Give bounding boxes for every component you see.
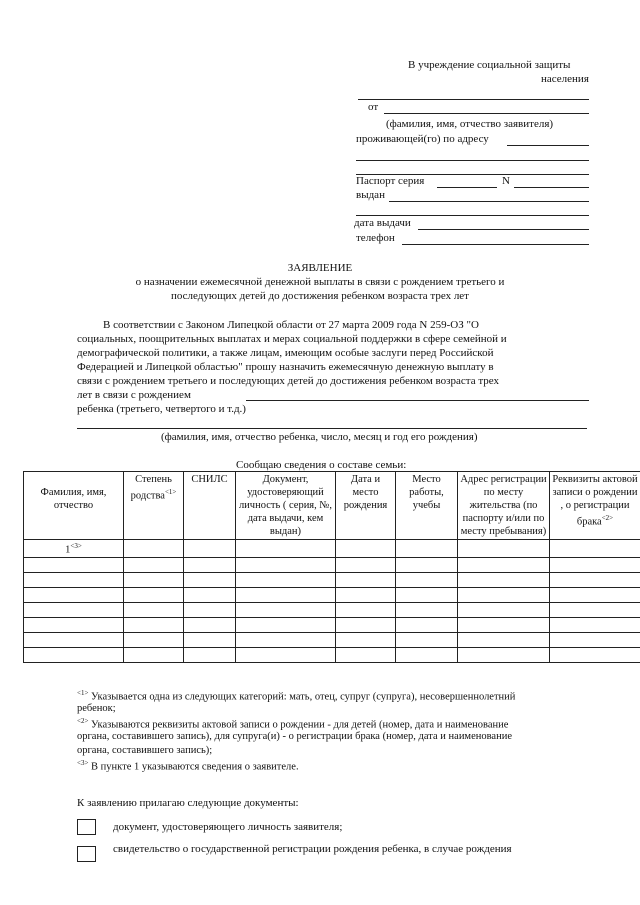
from-label: от (368, 101, 379, 113)
phone-label: телефон (356, 232, 395, 244)
header-address: Адрес регистрации по месту жительства (по паспорту и/или по месту пребывания) (460, 474, 547, 537)
child-info-field[interactable] (77, 428, 587, 429)
row-number: 1 (65, 544, 71, 556)
body-line-6: лет в связи с рождением (77, 389, 191, 401)
passport-number-field[interactable] (514, 187, 589, 188)
table-header-row (24, 472, 640, 540)
attachment-checkbox-1[interactable] (77, 819, 96, 835)
issued-by-field-2[interactable] (356, 215, 589, 216)
body-line-1: В соответствии с Законом Липецкой области от 27 марта 2009 года N 259-ОЗ "О (103, 319, 479, 331)
issued-by-field[interactable] (389, 201, 589, 202)
from-field[interactable] (384, 113, 589, 114)
addressee-blank-line[interactable] (358, 99, 589, 100)
header-document: Документ, удостоверяющий личность ( серия, №, дата выдачи, кем выдан) (238, 474, 333, 537)
residence-field[interactable] (507, 145, 589, 146)
footnote-1-cont: ребенок; (77, 703, 116, 714)
footnote-3-text: В пункте 1 указываются сведения о заявителе. (91, 761, 299, 773)
attachment-item-1: документ, удостоверяющего личность заявителя; (113, 821, 343, 833)
header-birth: Дата и место рождения (343, 474, 388, 511)
footnote-2-cont-2: органа, составившего запись); (77, 745, 213, 756)
table-row[interactable] (24, 557, 640, 572)
addressee-line2: населения (541, 73, 589, 85)
footnote-3 (77, 759, 299, 773)
body-line-2: социальных, поощрительных выплатах и мерах социальной поддержки в сфере семейной и (77, 333, 507, 345)
header-records: Реквизиты актовой записи о рождении , о регистрации брака (552, 474, 638, 528)
child-order-field[interactable] (246, 400, 589, 401)
footnote-1-text: Указывается одна из следующих категорий: мать, отец, супруг (супруга), несовершеннолетний (91, 691, 516, 703)
header-snils: СНИЛС (191, 474, 228, 485)
footnote-1-sup: <1> (77, 689, 89, 697)
family-table (23, 471, 640, 663)
table-row[interactable] (24, 602, 640, 617)
phone-field[interactable] (402, 244, 589, 245)
table-row[interactable] (24, 647, 640, 662)
header-fio: Фамилия, имя, отчество (40, 487, 107, 511)
title-subline-1: о назначении ежемесячной денежной выплаты в связи с рождением третьего и (135, 276, 505, 288)
footnote-2-sup: <2> (77, 717, 89, 725)
header-relation: Степень родства (130, 474, 172, 502)
residence-field-2[interactable] (356, 160, 589, 161)
header-sup-1: <1> (164, 488, 177, 496)
footnote-2-cont-1: органа, составившего запись), для супруга(и) - о регистрации брака (номер, дата и наименование (77, 731, 512, 742)
table-caption: Сообщаю сведения о составе семьи: (236, 459, 407, 471)
body-line-7: ребенка (третьего, четвертого и т.д.) (77, 403, 246, 415)
child-info-hint: (фамилия, имя, отчество ребенка, число, месяц и год его рождения) (161, 431, 478, 443)
passport-n-label: N (502, 175, 510, 187)
row-sup-3: <3> (70, 542, 82, 550)
header-sup-2: <2> (601, 514, 614, 522)
fio-hint: (фамилия, имя, отчество заявителя) (386, 118, 554, 130)
footnote-1 (77, 689, 515, 703)
footnote-3-sup: <3> (77, 759, 89, 767)
addressee-line1: В учреждение социальной защиты (408, 59, 571, 71)
title-subline-2: последующих детей до достижения ребенком возраста трех лет (170, 290, 469, 302)
header-work: Место работы, учебы (409, 474, 444, 511)
passport-series-label: Паспорт серия (356, 175, 425, 187)
issue-date-label: дата выдачи (354, 217, 411, 229)
body-line-3: демографической политики, а также лицам, имеющим особые заслуги перед Российской (77, 347, 494, 359)
table-row[interactable] (24, 632, 640, 647)
footnote-2-text: Указываются реквизиты актовой записи о рождении - для детей (номер, дата и наименование (91, 719, 509, 731)
table-row[interactable] (24, 587, 640, 602)
document-title: ЗАЯВЛЕНИЕ (287, 262, 353, 274)
footnote-2 (77, 717, 508, 731)
attachments-intro: К заявлению прилагаю следующие документы: (77, 797, 299, 809)
issued-by-label: выдан (356, 189, 385, 201)
table-row[interactable] (24, 540, 640, 558)
table-row[interactable] (24, 617, 640, 632)
body-line-5: связи с рождением третьего и последующих детей до достижения ребенком возраста трех (77, 375, 500, 387)
attachment-item-2: свидетельство о государственной регистрации рождения ребенка, в случае рождения (113, 843, 512, 855)
issue-date-field[interactable] (418, 229, 589, 230)
residence-label: проживающей(го) по адресу (356, 133, 489, 145)
passport-series-field[interactable] (437, 187, 497, 188)
attachment-checkbox-2[interactable] (77, 846, 96, 862)
body-line-4: Федерацией и Липецкой областью" прошу назначить ежемесячную денежную выплату в (77, 361, 494, 373)
table-row[interactable] (24, 572, 640, 587)
